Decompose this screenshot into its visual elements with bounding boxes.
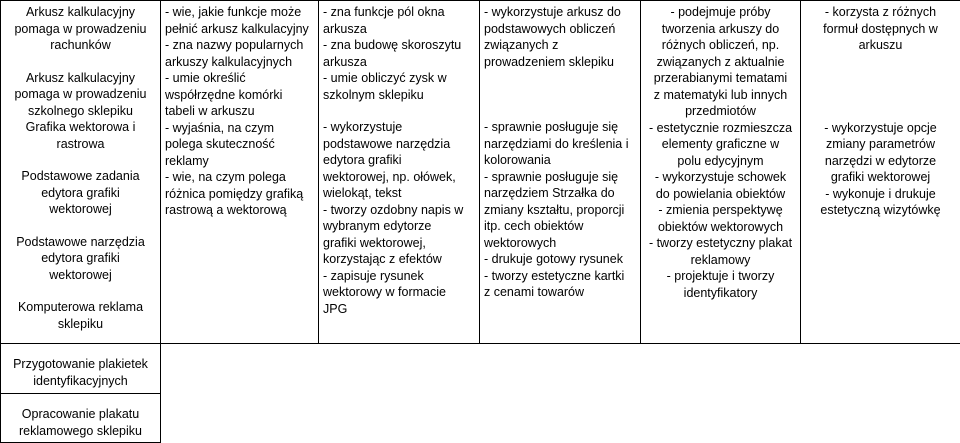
text-line: tabeli w arkuszu bbox=[165, 104, 255, 118]
text-line: formuł dostępnych w bbox=[823, 21, 938, 36]
text-line: rastrową a wektorową bbox=[165, 203, 287, 217]
text-line: edytora grafiki bbox=[323, 153, 402, 167]
text-line: przerabianymi tematami bbox=[653, 71, 788, 85]
text-line: grafiki wektorowej bbox=[830, 170, 931, 184]
text-line: arkuszy kalkulacyjnych bbox=[165, 54, 293, 69]
topic-line: edytora grafiki bbox=[41, 251, 120, 265]
text-line: pełnić arkusz kalkulacyjny bbox=[165, 21, 309, 36]
text-line: związanych z bbox=[484, 38, 559, 52]
text-line: - estetycznie rozmieszcza bbox=[648, 120, 793, 135]
requirements-cell bbox=[480, 1, 641, 344]
topic-line: Grafika wektorowa i bbox=[25, 120, 136, 134]
text-line: reklamy bbox=[165, 153, 209, 168]
text-line: tworzenia arkuszy do bbox=[661, 21, 780, 36]
table-row bbox=[1, 1, 960, 344]
topic-line: sklepiku bbox=[57, 316, 104, 331]
text-line: narzędziem Strzałka do bbox=[484, 186, 615, 200]
text-line: - zapisuje rysunek bbox=[323, 268, 424, 283]
text-line: identyfikacyjnych bbox=[33, 373, 128, 388]
topic-line: wektorowej bbox=[49, 267, 112, 282]
text-line: - zna budowę skoroszytu bbox=[323, 38, 462, 52]
topic-line: pomaga w prowadzeniu bbox=[14, 21, 147, 36]
text-line: różnica pomiędzy grafiką bbox=[165, 186, 304, 201]
topic bbox=[5, 70, 156, 120]
text-line: - tworzy estetyczne kartki bbox=[484, 268, 625, 283]
text-line: wektorowy w formacie bbox=[323, 285, 446, 299]
text-line: reklamowy bbox=[690, 252, 751, 267]
text-line: identyfikatory bbox=[683, 285, 758, 300]
topic-line: Komputerowa reklama bbox=[17, 300, 144, 314]
topic-line: szkolnego sklepiku bbox=[28, 103, 133, 118]
text-line: narzędziami do kreślenia i bbox=[484, 136, 629, 151]
text-line: wybranym edytorze bbox=[323, 219, 432, 233]
text-line: grafiki wektorowej, bbox=[323, 235, 426, 250]
text-line: reklamowego sklepiku bbox=[19, 423, 142, 438]
text-line: - drukuje gotowy rysunek bbox=[484, 252, 623, 266]
topic bbox=[5, 299, 156, 332]
text-line: - wykorzystuje arkusz do bbox=[484, 5, 621, 19]
requirements-cell bbox=[161, 1, 319, 344]
text-line: - sprawnie posługuje się bbox=[484, 120, 619, 134]
text-line: prowadzeniem sklepiku bbox=[484, 54, 614, 69]
text-line: - podejmuje próby bbox=[670, 5, 771, 19]
topic bbox=[5, 168, 156, 218]
topic bbox=[5, 119, 156, 152]
text-line: z cenami towarów bbox=[484, 285, 585, 299]
text-line: - umie określić bbox=[165, 71, 246, 85]
text-line: - zna nazwy popularnych bbox=[165, 38, 304, 52]
text-line: związanych z aktualnie bbox=[656, 54, 785, 69]
text-line: - tworzy estetyczny plakat bbox=[648, 236, 793, 250]
text-line: - zmienia perspektywę bbox=[658, 203, 783, 217]
text-line: wektorowej, np. ołówek, bbox=[323, 169, 456, 184]
text-line: podstawowych obliczeń bbox=[484, 21, 616, 36]
text-line: Przygotowanie plakietek bbox=[13, 357, 148, 371]
text-line: przedmiotów bbox=[685, 104, 756, 118]
text-line: - sprawnie posługuje się bbox=[484, 169, 619, 184]
text-line: wielokąt, tekst bbox=[323, 186, 402, 200]
text-line: - umie obliczyć zysk w bbox=[323, 71, 447, 85]
table-row bbox=[1, 394, 960, 443]
text-line: podstawowe narzędzia bbox=[323, 136, 451, 151]
text-line: elementy graficzne w bbox=[661, 137, 780, 151]
text-line: zmiany parametrów bbox=[825, 137, 936, 151]
topic-line: wektorowej bbox=[49, 202, 112, 216]
requirements-cell bbox=[641, 1, 801, 344]
text-line: estetyczną wizytówkę bbox=[820, 203, 941, 217]
text-line: - tworzy ozdobny napis w bbox=[323, 202, 464, 217]
text-line: polu edycyjnym bbox=[677, 153, 764, 168]
text-line: różnych obliczeń, np. bbox=[661, 38, 780, 52]
text-line: do powielania obiektów bbox=[655, 186, 786, 201]
topic-cell bbox=[1, 344, 161, 394]
text-line: - projektuje i tworzy bbox=[666, 269, 775, 283]
text-line: - korzysta z różnych bbox=[824, 5, 937, 19]
text-line: obiektów wektorowych bbox=[657, 219, 784, 234]
text-line: narzędzi w edytorze bbox=[824, 153, 937, 168]
text-line: arkusza bbox=[323, 21, 367, 36]
topic-line: rachunków bbox=[50, 38, 111, 52]
requirements-cell bbox=[801, 1, 960, 344]
topic-cell bbox=[1, 394, 161, 443]
topic-line: Arkusz kalkulacyjny bbox=[25, 70, 136, 85]
text-line: itp. cech obiektów bbox=[484, 219, 584, 233]
text-line: polega skuteczność bbox=[165, 137, 275, 151]
text-line: szkolnym sklepiku bbox=[323, 87, 424, 102]
text-line: - wie, jakie funkcje może bbox=[165, 5, 302, 19]
topic-line: pomaga w prowadzeniu bbox=[14, 87, 147, 101]
text-line: - wie, na czym polega bbox=[165, 170, 286, 184]
text-line: współrzędne komórki bbox=[165, 87, 283, 102]
text-line: Opracowanie plakatu bbox=[21, 407, 140, 421]
text-line: arkuszu bbox=[858, 38, 903, 52]
text-line: - wykorzystuje schowek bbox=[654, 170, 787, 184]
text-line: korzystając z efektów bbox=[323, 252, 442, 266]
requirements-cell bbox=[319, 1, 480, 344]
text-line: arkusza bbox=[323, 54, 367, 69]
topic-line: edytora grafiki bbox=[41, 185, 120, 200]
text-line: - wykonuje i drukuje bbox=[825, 186, 936, 201]
topic-line: Arkusz kalkulacyjny bbox=[25, 5, 136, 19]
text-line: - wykorzystuje bbox=[323, 120, 403, 134]
topics-cell bbox=[1, 1, 161, 344]
text-line: zmiany kształtu, proporcji bbox=[484, 202, 625, 217]
text-line: - wykorzystuje opcje bbox=[824, 120, 937, 135]
topic-line: Podstawowe narzędzia bbox=[16, 234, 145, 249]
topic-line: rastrowa bbox=[56, 136, 105, 151]
topic bbox=[5, 234, 156, 284]
text-line: wektorowych bbox=[484, 235, 557, 250]
table-row bbox=[1, 344, 960, 394]
topic bbox=[5, 4, 156, 54]
text-line: - zna funkcje pól okna bbox=[323, 5, 445, 19]
text-line: z matematyki lub innych bbox=[653, 87, 788, 102]
text-line: - wyjaśnia, na czym bbox=[165, 120, 275, 135]
text-line: JPG bbox=[323, 301, 348, 316]
text-line: kolorowania bbox=[484, 153, 551, 167]
topic-line: Podstawowe zadania bbox=[21, 169, 140, 183]
